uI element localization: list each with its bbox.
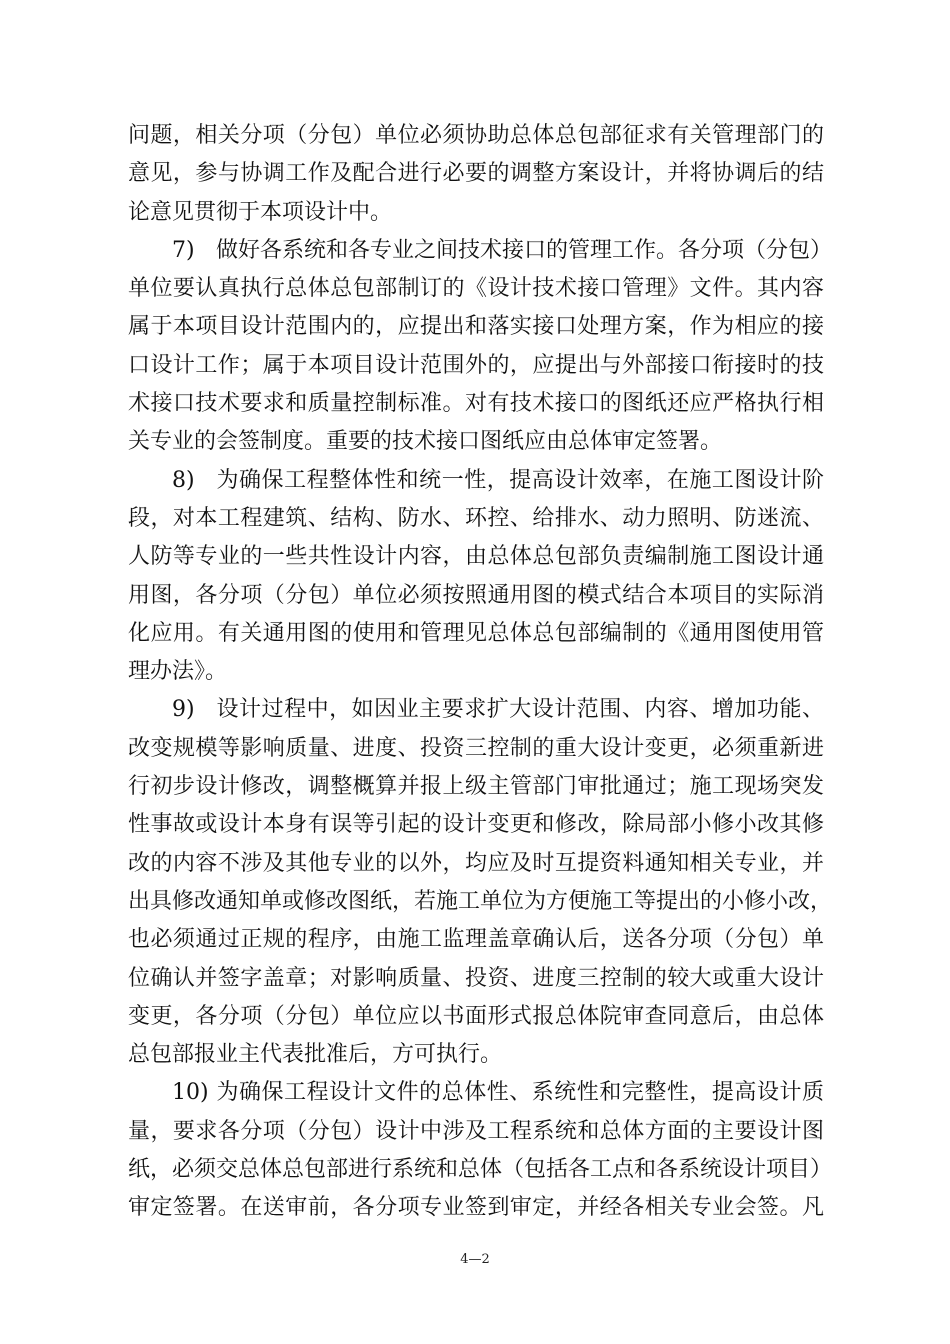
text-line: 性事故或设计本身有误等引起的设计变更和修改，除局部小修小改其修 (128, 812, 824, 838)
text-line: 段，对本工程建筑、结构、防水、环控、给排水、动力照明、防迷流、 (128, 505, 824, 531)
item-number: 9) (172, 697, 195, 723)
text-line: 出具修改通知单或修改图纸，若施工单位为方便施工等提出的小修小改， (128, 888, 833, 914)
paragraph-item-9 (128, 691, 833, 1074)
text-line: 改变规模等影响质量、进度、投资三控制的重大设计变更，必须重新进 (128, 735, 824, 761)
text-line (128, 232, 833, 270)
text-line: 用图，各分项（分包）单位必须按照通用图的模式结合本项目的实际消 (128, 582, 824, 608)
text-line: 意见，参与协调工作及配合进行必要的调整方案设计，并将协调后的结 (128, 161, 824, 187)
paragraph-item-7 (128, 232, 833, 462)
paragraph-item-10 (128, 1074, 833, 1227)
paragraph-item-8 (128, 462, 824, 692)
text-line: 论意见贯彻于本项设计中。 (128, 199, 393, 225)
text-line-content: 设计过程中，如因业主要求扩大设计范围、内容、增加功能、 (216, 697, 824, 723)
item-number: 10) (172, 1080, 209, 1106)
text-line (128, 691, 824, 729)
text-line-content: 做好各系统和各专业之间技术接口的管理工作。各分项（分包） (216, 237, 833, 263)
text-line (128, 1074, 824, 1112)
text-line: 改的内容不涉及其他专业的以外，均应及时互提资料通知相关专业，并 (128, 850, 824, 876)
text-line: 审定签署。在送审前，各分项专业签到审定，并经各相关专业会签。凡 (128, 1195, 824, 1221)
text-line (128, 462, 824, 500)
page-number: 4—2 (460, 1252, 490, 1267)
text-line: 问题，相关分项（分包）单位必须协助总体总包部征求有关管理部门的 (128, 123, 824, 148)
document-body (128, 117, 833, 1228)
item-number: 7) (172, 237, 195, 263)
text-line: 总包部报业主代表批准后，方可执行。 (128, 1042, 503, 1068)
text-line: 行初步设计修改，调整概算并报上级主管部门审批通过；施工现场突发 (128, 774, 824, 800)
text-line: 属于本项目设计范围内的，应提出和落实接口处理方案，作为相应的接 (128, 314, 824, 340)
text-line: 化应用。有关通用图的使用和管理见总体总包部编制的《通用图使用管 (128, 620, 824, 646)
text-line: 单位要认真执行总体总包部制订的《设计技术接口管理》文件。其内容 (128, 276, 824, 302)
text-line: 纸，必须交总体总包部进行系统和总体（包括各工点和各系统设计项目） (128, 1157, 833, 1183)
text-line: 理办法》。 (128, 659, 228, 685)
text-line: 位确认并签字盖章；对影响质量、投资、进度三控制的较大或重大设计 (128, 965, 824, 991)
text-line: 口设计工作；属于本项目设计范围外的，应提出与外部接口衔接时的技 (128, 352, 824, 378)
text-line-content: 为确保工程整体性和统一性，提高设计效率，在施工图设计阶 (216, 467, 824, 493)
item-number: 8) (172, 467, 195, 493)
text-line: 人防等专业的一些共性设计内容，由总体总包部负责编制施工图设计通 (128, 544, 824, 570)
text-line: 也必须通过正规的程序，由施工监理盖章确认后，送各分项（分包）单 (128, 927, 824, 953)
text-line: 关专业的会签制度。重要的技术接口图纸应由总体审定签署。 (128, 429, 723, 455)
text-line: 变更，各分项（分包）单位应以书面形式报总体院审查同意后，由总体 (128, 1003, 824, 1029)
text-line: 量，要求各分项（分包）设计中涉及工程系统和总体方面的主要设计图 (128, 1118, 824, 1144)
paragraph-continuation (128, 117, 824, 232)
text-line: 术接口技术要求和质量控制标准。对有技术接口的图纸还应严格执行相 (128, 391, 824, 417)
text-line-content: 为确保工程设计文件的总体性、系统性和完整性，提高设计质 (216, 1080, 824, 1106)
